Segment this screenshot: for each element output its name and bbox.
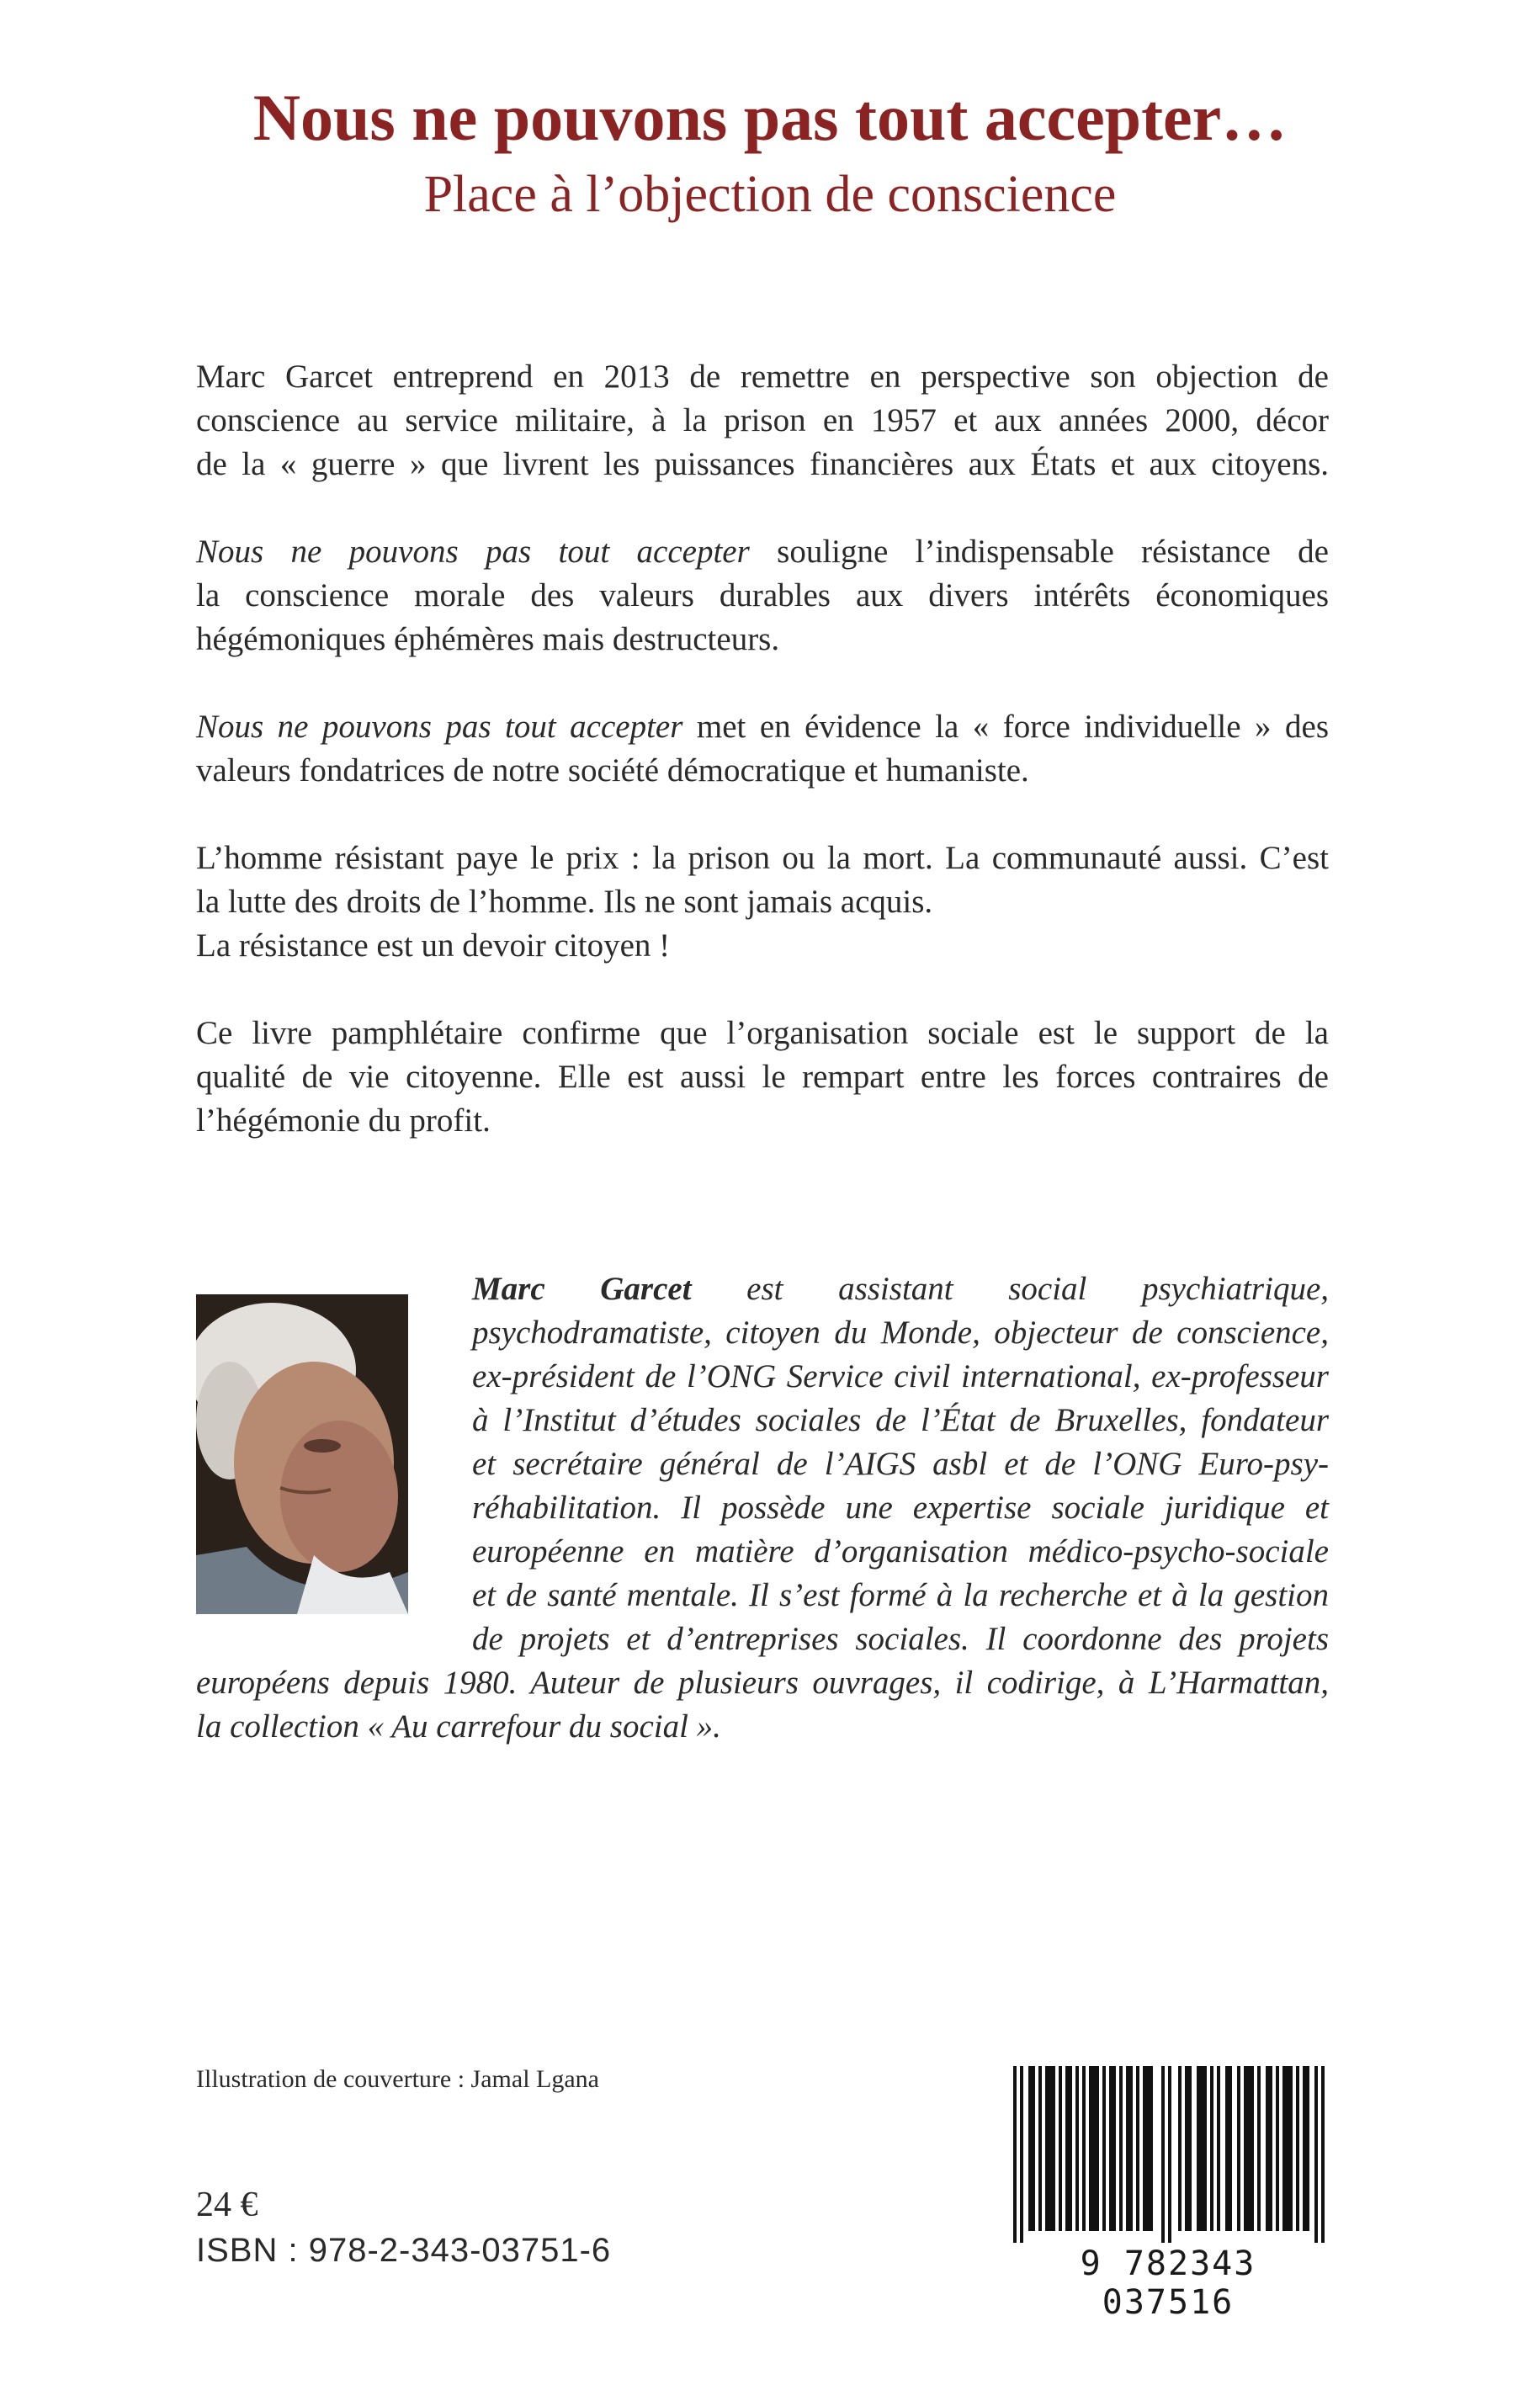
bio-line: européens depuis 1980. Auteur de plusieurs ouvrages, il codirige, à L’Harmattan, <box>196 1665 1329 1701</box>
blurb-paragraph-2 <box>196 530 1329 661</box>
bio-line: européenne en matière d’organisation médico-psycho-sociale <box>472 1533 1329 1570</box>
book-title: Nous ne pouvons pas tout accepter… <box>252 81 1288 154</box>
bio-line: et de santé mentale. Il s’est formé à la recherche et à la gestion <box>472 1577 1329 1613</box>
barcode <box>1006 2066 1330 2322</box>
cover-illustration-credit: Illustration de couverture : Jamal Lgana <box>196 2065 599 2093</box>
text-line <box>196 705 1329 749</box>
text-line: Ce livre pamphlétaire confirme que l’organisation sociale est le support de la <box>196 1015 1329 1051</box>
book-subtitle: Place à l’objection de conscience <box>423 166 1117 223</box>
text-line: hégémoniques éphémères mais destructeurs. <box>196 621 780 657</box>
blurb-paragraph-5 <box>196 1012 1329 1143</box>
text-line: de la « guerre » que livrent les puissances financières aux États et aux citoyens. <box>196 446 1329 482</box>
blurb-paragraph-1 <box>196 355 1329 486</box>
barcode-number: 9 782343 037516 <box>1080 2244 1256 2322</box>
text-line <box>196 530 1329 574</box>
bio-line: à l’Institut d’études sociales de l’État de Bruxelles, fondateur <box>472 1402 1329 1438</box>
text-line: qualité de vie citoyenne. Elle est aussi le rempart entre les forces contraires de <box>196 1059 1329 1095</box>
title-block <box>0 76 1540 229</box>
bio-line: la collection « Au carrefour du social ». <box>196 1708 721 1745</box>
author-name: Marc Garcet <box>472 1271 692 1307</box>
text-line: la conscience morale des valeurs durables aux divers intérêts économiques <box>196 577 1329 614</box>
price: 24 € <box>196 2186 258 2224</box>
bio-line: psychodramatiste, citoyen du Monde, objecteur de conscience, <box>472 1315 1329 1351</box>
isbn: ISBN : 978-2-343-03751-6 <box>196 2232 612 2269</box>
barcode-bars <box>1006 2066 1330 2243</box>
text-line: La résistance est un devoir citoyen ! <box>196 927 671 964</box>
bio-line <box>196 1267 1329 1311</box>
blurb <box>196 355 1329 1187</box>
text-line: conscience au service militaire, à la prison en 1957 et aux années 2000, décor <box>196 402 1329 438</box>
book-title-inline: Nous ne pouvons pas tout accepter <box>196 709 683 745</box>
bio-line: réhabilitation. Il possède une expertise sociale juridique et <box>472 1490 1329 1526</box>
bio-line: et secrétaire général de l’AIGS asbl et de l’ONG Euro-psy- <box>472 1446 1329 1482</box>
blurb-paragraph-4 <box>196 837 1329 968</box>
text-line: Marc Garcet entreprend en 2013 de remettre en perspective son objection de <box>196 359 1329 395</box>
text-fragment: souligne l’indispensable résistance de <box>749 534 1329 570</box>
text-line: la lutte des droits de l’homme. Ils ne sont jamais acquis. <box>196 884 933 920</box>
blurb-paragraph-3 <box>196 705 1329 793</box>
text-fragment: est assistant social psychiatrique, <box>691 1271 1329 1307</box>
text-fragment: met en évidence la « force individuelle » des <box>682 709 1329 745</box>
bio-line: de projets et d’entreprises sociales. Il coordonne des projets <box>472 1621 1329 1657</box>
author-bio <box>196 1267 1329 1749</box>
text-line: valeurs fondatrices de notre société démocratique et humaniste. <box>196 752 1029 789</box>
bio-line: ex-président de l’ONG Service civil international, ex-professeur <box>472 1358 1329 1394</box>
book-title-inline: Nous ne pouvons pas tout accepter <box>196 534 750 570</box>
text-line: L’homme résistant paye le prix : la prison ou la mort. La communauté aussi. C’est <box>196 840 1329 876</box>
text-line: l’hégémonie du profit. <box>196 1102 491 1139</box>
